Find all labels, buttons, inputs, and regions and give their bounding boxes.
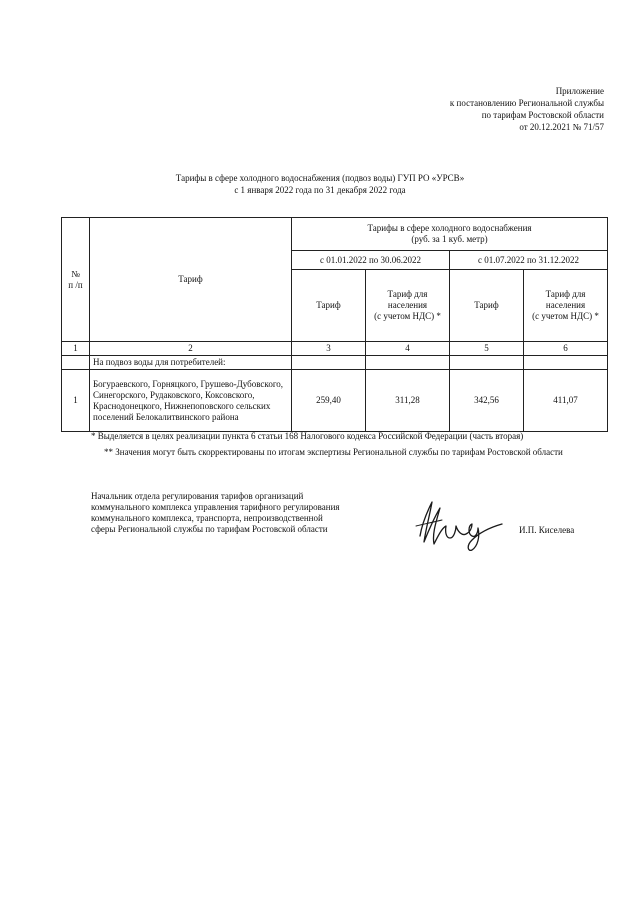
index-cell: 4 bbox=[366, 342, 450, 356]
appendix-line-3: по тарифам Ростовской области bbox=[481, 110, 604, 120]
appendix-line-4: от 20.12.2021 № 71/57 bbox=[519, 122, 604, 132]
section-empty bbox=[62, 356, 90, 370]
table-row bbox=[62, 370, 608, 432]
signer-name: И.П. Киселева bbox=[519, 525, 575, 535]
footnote-1: * Выделяется в целях реализации пункта 6 статьи 168 Налогового кодекса Российской Федерации (часть вторая) bbox=[91, 431, 524, 441]
section-label: На подвоз воды для потребителей: bbox=[90, 356, 292, 370]
index-cell: 3 bbox=[292, 342, 366, 356]
title-line-2: с 1 января 2022 года по 31 декабря 2022 года bbox=[234, 185, 406, 195]
header-tariff: Тариф bbox=[90, 218, 292, 342]
section-empty bbox=[524, 356, 608, 370]
signer-line-4: сферы Региональной службы по тарифам Ростовской области bbox=[91, 524, 328, 534]
index-cell: 6 bbox=[524, 342, 608, 356]
row-description: Богураевского, Горняцкого, Грушево-Дубовского, Синегорского, Рудаковского, Коксовского, Краснодонецкого, Нижнепоповского сельских поселений Белокалитвинского района bbox=[90, 370, 292, 432]
header-population-2: Тариф для населения (с учетом НДС) * bbox=[524, 270, 608, 342]
header-tariff-1: Тариф bbox=[292, 270, 366, 342]
footnote-2: ** Значения могут быть скорректированы по итогам экспертизы Региональной службы по тарифам Ростовской области bbox=[104, 447, 563, 457]
row-num: 1 bbox=[62, 370, 90, 432]
header-period-1: с 01.01.2022 по 30.06.2022 bbox=[292, 251, 450, 270]
row-population-1: 311,28 bbox=[366, 370, 450, 432]
row-tariff-1: 259,40 bbox=[292, 370, 366, 432]
header-period-2: с 01.07.2022 по 31.12.2022 bbox=[450, 251, 608, 270]
section-empty bbox=[366, 356, 450, 370]
section-empty bbox=[292, 356, 366, 370]
document-title bbox=[0, 172, 640, 196]
index-cell: 2 bbox=[90, 342, 292, 356]
section-empty bbox=[450, 356, 524, 370]
signer-line-2: коммунального комплекса управления тарифного регулирования bbox=[91, 502, 340, 512]
appendix-line-2: к постановлению Региональной службы bbox=[449, 98, 604, 108]
row-tariff-2: 342,56 bbox=[450, 370, 524, 432]
header-population-1: Тариф для населения (с учетом НДС) * bbox=[366, 270, 450, 342]
title-line-1: Тарифы в сфере холодного водоснабжения (подвоз воды) ГУП РО «УРСВ» bbox=[175, 173, 465, 183]
header-tariff-2: Тариф bbox=[450, 270, 524, 342]
index-cell: 5 bbox=[450, 342, 524, 356]
header-num: № п /п bbox=[62, 218, 90, 342]
tariff-table bbox=[61, 217, 608, 432]
handwritten-signature-icon bbox=[412, 496, 504, 554]
index-cell: 1 bbox=[62, 342, 90, 356]
appendix-header bbox=[450, 85, 604, 133]
signer-line-1: Начальник отдела регулирования тарифов организаций bbox=[91, 491, 304, 501]
row-population-2: 411,07 bbox=[524, 370, 608, 432]
signer-position bbox=[91, 491, 340, 535]
signer-line-3: коммунального комплекса, транспорта, непроизводственной bbox=[91, 513, 323, 523]
header-group: Тарифы в сфере холодного водоснабжения (руб. за 1 куб. метр) bbox=[292, 218, 608, 251]
appendix-line-1: Приложение bbox=[555, 86, 604, 96]
